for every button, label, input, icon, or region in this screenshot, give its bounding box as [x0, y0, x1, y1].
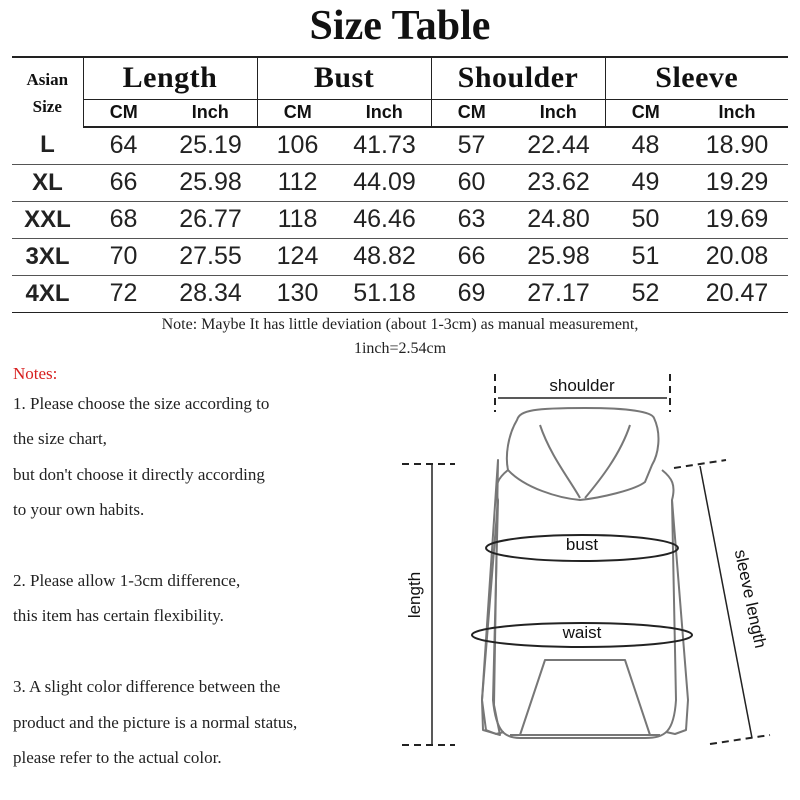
notes-line: this item has certain flexibility.: [13, 606, 224, 626]
bust-measure: [486, 535, 678, 561]
table-row: [12, 127, 788, 164]
notes-line: 3. A slight color difference between the: [13, 677, 281, 697]
unit-cm: CM: [83, 99, 164, 127]
sleeve-length-label: sleeve length: [730, 547, 771, 650]
notes-line: 1. Please choose the size according to: [13, 394, 270, 413]
sleeve-header: Sleeve: [605, 57, 788, 99]
length-cm-cell: 70: [83, 238, 164, 275]
notes-line: to your own habits.: [13, 500, 145, 520]
shoulder-cm-cell: 66: [431, 238, 512, 275]
asian-size-label-line2: Size: [32, 96, 62, 116]
sleeve-inch-cell: 18.90: [686, 127, 788, 164]
conversion-note: 1inch=2.54cm: [353, 340, 447, 357]
hoodie-measurement-diagram: [390, 360, 790, 790]
sleeve-cm-cell: 48: [605, 127, 686, 164]
unit-cm: CM: [605, 99, 686, 127]
notes-line: product and the picture is a normal status,: [13, 712, 298, 732]
length-inch-cell: 27.55: [164, 238, 257, 275]
table-row: [12, 201, 788, 238]
length-inch-cell: 26.77: [164, 201, 257, 238]
sleeve-cm-cell: 50: [605, 201, 686, 238]
length-cm-cell: 66: [83, 164, 164, 201]
table-row: [12, 275, 788, 312]
sleeve-inch-cell: 20.08: [686, 238, 788, 275]
length-measure: [402, 464, 455, 745]
bust-cm-cell: 130: [257, 275, 338, 312]
bust-cm-cell: 118: [257, 201, 338, 238]
shoulder-label: shoulder: [549, 376, 615, 395]
notes-line: please refer to the actual color.: [13, 747, 222, 767]
unit-inch: Inch: [686, 99, 788, 127]
size-cell: XL: [12, 164, 83, 201]
length-label: length: [405, 571, 424, 619]
shoulder-inch-cell: 27.17: [512, 275, 605, 312]
bust-header: Bust: [257, 57, 431, 99]
unit-inch: Inch: [338, 99, 431, 127]
asian-size-label-line1: Asian: [26, 69, 69, 89]
unit-cm: CM: [257, 99, 338, 127]
size-cell: XXL: [12, 201, 83, 238]
shoulder-measure: [495, 374, 670, 412]
hoodie-outline-icon: [482, 408, 688, 738]
shoulder-inch-cell: 25.98: [512, 238, 605, 275]
length-inch-cell: 25.98: [164, 164, 257, 201]
shoulder-header: Shoulder: [431, 57, 605, 99]
shoulder-inch-cell: 22.44: [512, 127, 605, 164]
shoulder-cm-cell: 60: [431, 164, 512, 201]
bust-inch-cell: 41.73: [338, 127, 431, 164]
table-row: [12, 164, 788, 201]
sleeve-cm-cell: 49: [605, 164, 686, 201]
bust-inch-cell: 51.18: [338, 275, 431, 312]
bust-inch-cell: 46.46: [338, 201, 431, 238]
waist-measure: [472, 623, 692, 647]
table-header-row: [12, 57, 788, 99]
unit-cm: CM: [431, 99, 512, 127]
notes-line: the size chart,: [13, 429, 107, 449]
sleeve-cm-cell: 51: [605, 238, 686, 275]
shoulder-cm-cell: 57: [431, 127, 512, 164]
bust-cm-cell: 106: [257, 127, 338, 164]
measurement-note: Note: Maybe It has little deviation (about 1-3cm) as manual measurement,: [161, 316, 639, 333]
length-inch-cell: 25.19: [164, 127, 257, 164]
bust-label: bust: [565, 535, 599, 554]
length-cm-cell: 68: [83, 201, 164, 238]
shoulder-cm-cell: 63: [431, 201, 512, 238]
sleeve-cm-cell: 52: [605, 275, 686, 312]
asian-size-header: [12, 57, 83, 127]
bust-inch-cell: 48.82: [338, 238, 431, 275]
waist-label: waist: [562, 623, 602, 642]
page-title: Size Table: [309, 3, 491, 49]
size-cell: 4XL: [12, 275, 83, 312]
unit-header-row: [12, 99, 788, 127]
length-inch-cell: 28.34: [164, 275, 257, 312]
notes-spacer: [13, 528, 393, 563]
sleeve-inch-cell: 19.29: [686, 164, 788, 201]
bust-inch-cell: 44.09: [338, 164, 431, 201]
sleeve-inch-cell: 19.69: [686, 201, 788, 238]
size-table: [12, 56, 788, 313]
bust-cm-cell: 124: [257, 238, 338, 275]
shoulder-inch-cell: 23.62: [512, 164, 605, 201]
shoulder-cm-cell: 69: [431, 275, 512, 312]
length-cm-cell: 64: [83, 127, 164, 164]
bust-cm-cell: 112: [257, 164, 338, 201]
notes-section: [13, 362, 393, 775]
notes-line: but don't choose it directly according: [13, 464, 265, 484]
size-cell: 3XL: [12, 238, 83, 275]
notes-line: 2. Please allow 1-3cm difference,: [13, 570, 241, 590]
shoulder-inch-cell: 24.80: [512, 201, 605, 238]
sleeve-inch-cell: 20.47: [686, 275, 788, 312]
length-cm-cell: 72: [83, 275, 164, 312]
unit-inch: Inch: [164, 99, 257, 127]
notes-spacer: [13, 634, 393, 669]
unit-inch: Inch: [512, 99, 605, 127]
notes-header: Notes:: [13, 364, 58, 383]
length-header: Length: [83, 57, 257, 99]
size-cell: L: [12, 127, 83, 164]
table-row: [12, 238, 788, 275]
